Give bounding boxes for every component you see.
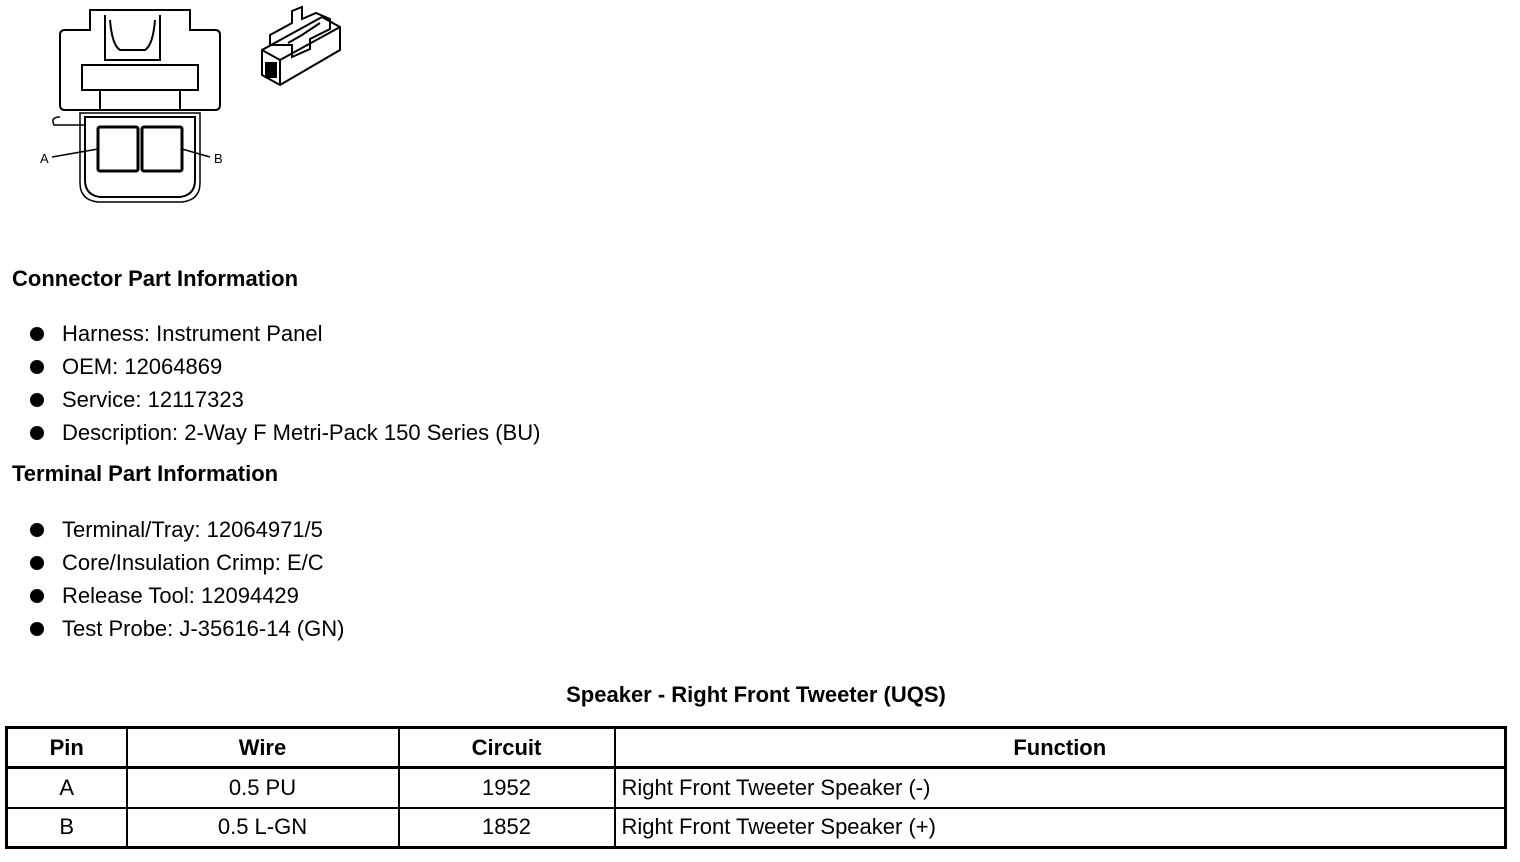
terminal-part-info-list [28,513,344,645]
pin-a-label: A [40,151,49,166]
table-title: Speaker - Right Front Tweeter (UQS) [566,682,946,707]
connector-part-info-heading: Connector Part Information [12,266,299,291]
pinout-table [5,726,1507,849]
harness-value: Harness: Instrument Panel [62,321,323,346]
list-item [28,546,344,579]
wire-cell: 0.5 PU [127,768,399,808]
bullet-icon [30,589,44,603]
bullet-icon [30,523,44,537]
list-item [28,612,344,645]
pin-b-label: B [214,151,223,166]
table-header-row [7,728,1506,768]
service-value: Service: 12117323 [62,387,244,412]
connector-part-info-list [28,317,540,449]
bullet-icon [30,393,44,407]
list-item [28,317,540,350]
circuit-cell: 1852 [399,808,615,848]
wire-column-header: Wire [127,728,399,768]
list-item [28,579,344,612]
list-item [28,350,540,383]
release-tool-value: Release Tool: 12094429 [62,583,299,608]
table-row [7,768,1506,808]
circuit-column-header: Circuit [399,728,615,768]
circuit-cell: 1952 [399,768,615,808]
connector-mating-face [85,117,195,197]
pin-a-cavity [98,127,138,171]
pin-cell: B [7,808,127,848]
function-cell: Right Front Tweeter Speaker (-) [615,768,1506,808]
bullet-icon [30,556,44,570]
connector-lock-bar [82,65,198,90]
list-item [28,416,540,449]
wire-cell: 0.5 L-GN [127,808,399,848]
bullet-icon [30,426,44,440]
pin-a-leader [52,149,98,157]
connector-face-diagram [30,5,360,205]
table-row [7,808,1506,848]
list-item [28,383,540,416]
function-cell: Right Front Tweeter Speaker (+) [615,808,1506,848]
terminal-tray-value: Terminal/Tray: 12064971/5 [62,517,323,542]
terminal-part-info-heading: Terminal Part Information [12,461,279,486]
pin-b-cavity [142,127,182,171]
oem-value: OEM: 12064869 [62,354,223,379]
bullet-icon [30,622,44,636]
description-value: Description: 2-Way F Metri-Pack 150 Series (BU) [62,420,541,445]
bullet-icon [30,360,44,374]
list-item [28,513,344,546]
crimp-value: Core/Insulation Crimp: E/C [62,550,324,575]
function-column-header: Function [615,728,1506,768]
connector-isometric-view [262,7,340,85]
test-probe-value: Test Probe: J-35616-14 (GN) [62,616,345,641]
pin-column-header: Pin [7,728,127,768]
bullet-icon [30,327,44,341]
pin-cell: A [7,768,127,808]
